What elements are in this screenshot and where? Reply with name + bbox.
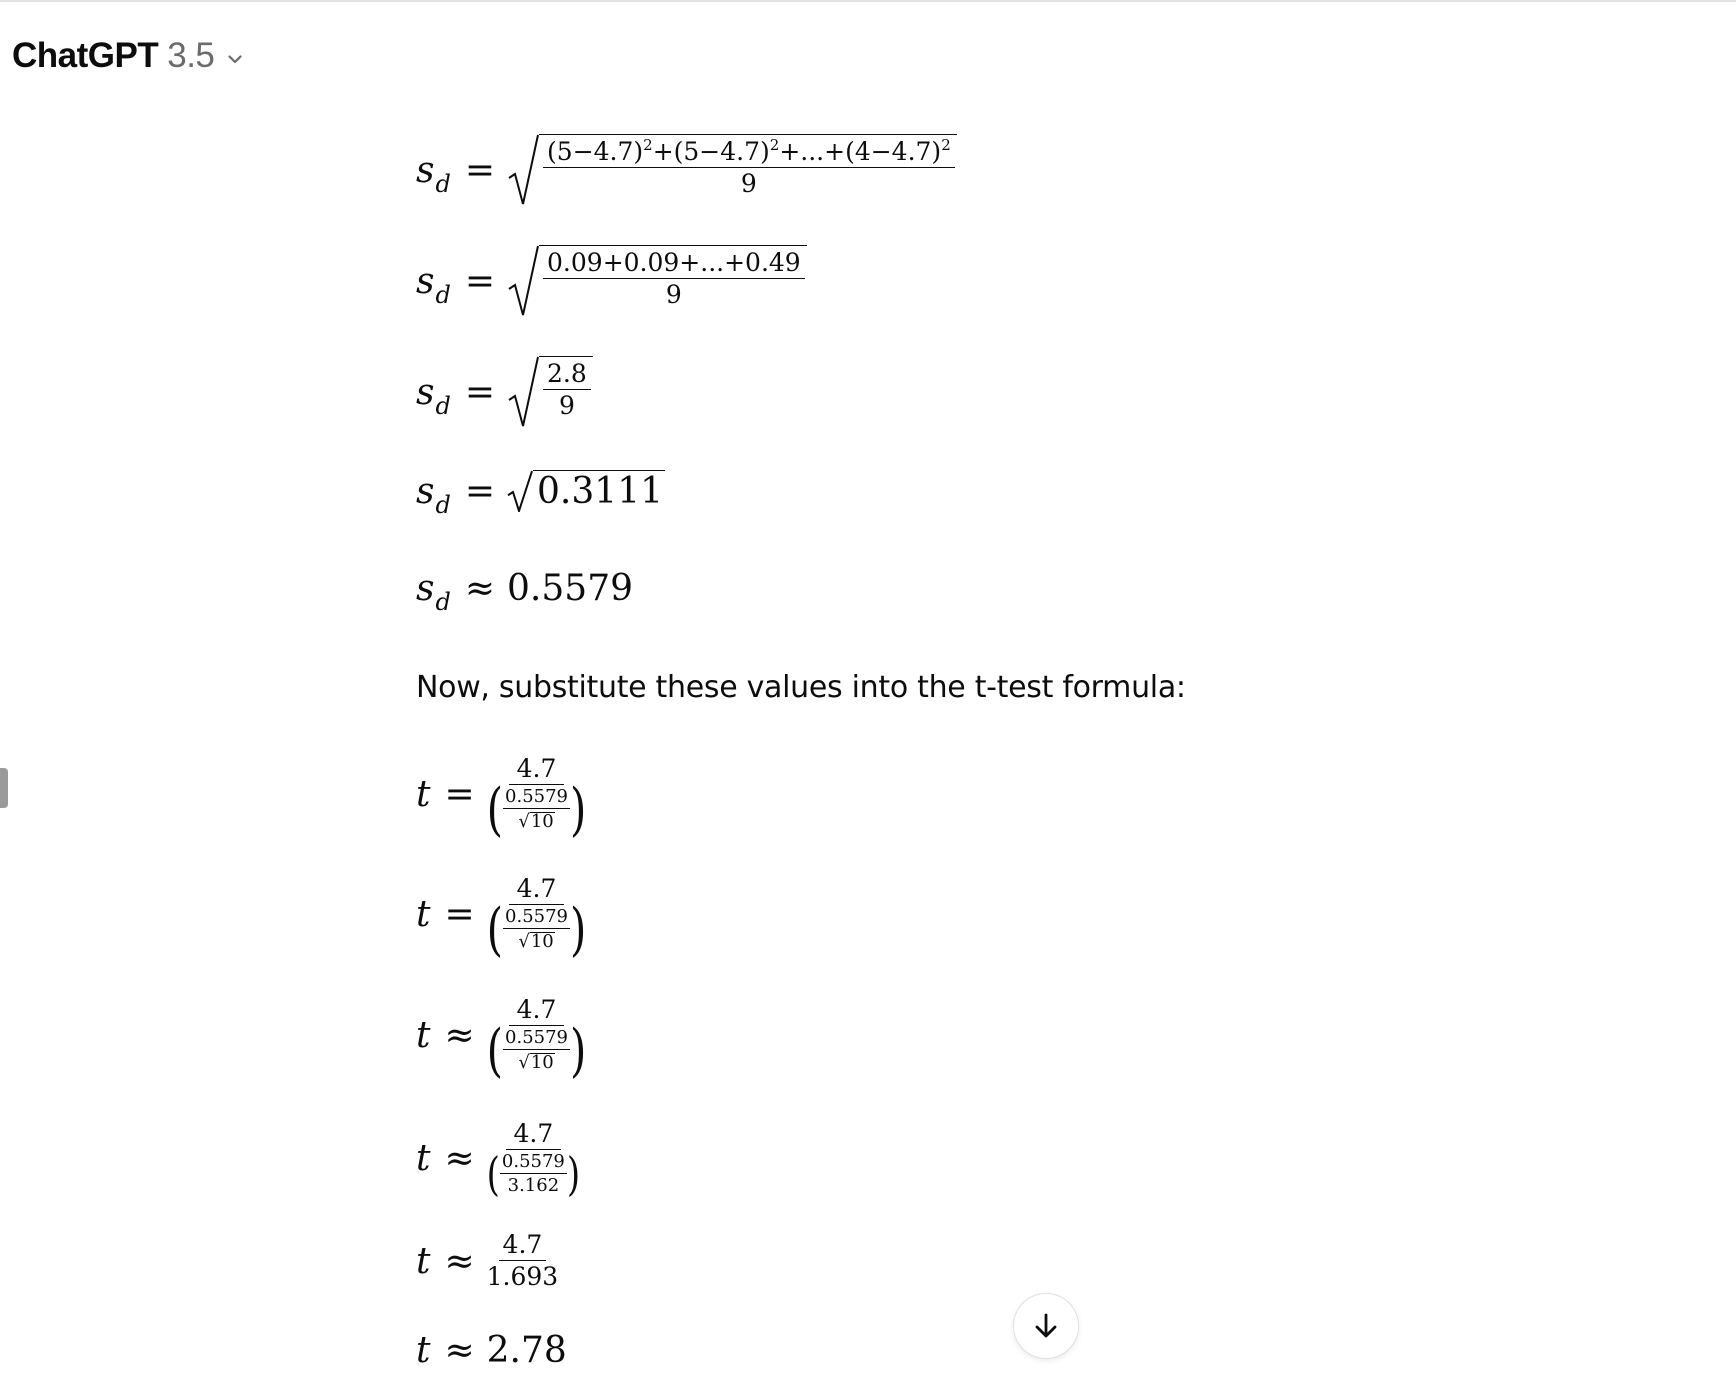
fraction: 4.7 ( 0.5579 √ 10 )	[486, 995, 587, 1084]
top-divider	[0, 0, 1736, 2]
sd-equation-1	[416, 134, 957, 206]
fraction	[543, 136, 955, 199]
t-value: 2.78	[486, 1330, 567, 1371]
inner-numerator: 0.5579	[505, 1027, 569, 1049]
fraction: 4.7 ( 0.5579 √ 10 )	[486, 874, 587, 963]
relation-sign: ≈	[444, 1014, 475, 1056]
radical-sign	[507, 134, 539, 206]
relation-sign: =	[464, 260, 496, 302]
fraction-numerator: 4.7	[509, 756, 565, 785]
fraction-denominator: 9	[740, 169, 757, 199]
t-symbol: t	[416, 893, 431, 935]
sd-symbol: $s_d$	[416, 260, 451, 309]
inner-denominator-sqrt: √ 10	[518, 1052, 554, 1074]
relation-sign: =	[464, 149, 496, 191]
inner-numerator: 0.5579	[505, 786, 569, 808]
sd-symbol: $s_d$	[416, 568, 451, 616]
sd-value: 0.5579	[507, 568, 633, 609]
fraction	[487, 1232, 559, 1291]
t-symbol: t	[416, 1240, 431, 1282]
t-equation-5	[416, 1232, 558, 1291]
sqrt-radicand: 0.3111	[533, 470, 665, 512]
sd-symbol: $s_d$	[416, 470, 451, 519]
model-name: ChatGPT	[12, 36, 159, 75]
sd-symbol: $s_d$	[416, 371, 451, 420]
relation-sign: ≈	[444, 1240, 475, 1282]
sd-equation-5	[416, 568, 633, 616]
arrow-down-icon	[1031, 1311, 1061, 1341]
fraction: 4.7 ( $\frac{0.5579}{3.162}$ )	[486, 1119, 581, 1202]
radical-sign	[507, 470, 533, 512]
inner-denominator-sqrt: √ 10	[518, 931, 554, 953]
radical-sign	[507, 245, 539, 317]
sd-equation-4	[416, 470, 665, 519]
sqrt	[507, 470, 665, 512]
sqrt	[507, 134, 957, 206]
fraction-denominator: 9	[665, 280, 682, 310]
inner-fraction	[503, 908, 570, 952]
inner-denominator-sqrt: √ 10	[518, 811, 554, 833]
fraction-numerator: 4.7	[509, 997, 565, 1026]
fraction-numerator: 4.7	[499, 1232, 547, 1261]
inner-fraction	[503, 788, 570, 832]
t-equation-1	[416, 754, 587, 843]
sd-symbol: $s_d$	[416, 149, 451, 198]
t-equation-4	[416, 1119, 581, 1202]
t-equation-3	[416, 995, 587, 1084]
relation-sign: =	[444, 773, 475, 815]
radical-sign	[507, 356, 539, 428]
inner-numerator: 0.5579	[501, 1151, 565, 1173]
assistant-prose-text: Now, substitute these values into the t-test formula:	[416, 670, 1186, 705]
t-symbol: t	[416, 773, 431, 815]
sqrt	[507, 245, 807, 317]
fraction	[543, 361, 591, 420]
t-equation-2	[416, 874, 587, 963]
t-equation-6	[416, 1330, 567, 1371]
t-symbol: t	[416, 1330, 431, 1371]
scroll-to-bottom-button[interactable]	[1013, 1293, 1079, 1359]
sqrt	[507, 356, 593, 428]
sidebar-resize-handle[interactable]	[0, 768, 8, 808]
fraction	[543, 250, 805, 309]
fraction-numerator: 4.7	[506, 1121, 562, 1150]
t-symbol: t	[416, 1138, 431, 1180]
inner-fraction	[503, 1029, 570, 1073]
model-version: 3.5	[167, 36, 215, 75]
relation-sign: =	[444, 893, 475, 935]
chevron-down-icon	[226, 50, 244, 68]
fraction-numerator: 2.8	[543, 361, 591, 390]
fraction-numerator: 4.7	[509, 876, 565, 905]
fraction-numerator: 0.09+0.09+...+0.49	[543, 250, 805, 279]
sd-equation-2	[416, 245, 807, 317]
relation-sign: ≈	[444, 1138, 475, 1180]
fraction-denominator: 1.693	[486, 1262, 559, 1292]
inner-denominator: 3.162	[507, 1175, 560, 1197]
relation-sign: ≈	[444, 1330, 475, 1371]
fraction-denominator: 9	[558, 391, 575, 421]
model-switcher[interactable]	[12, 36, 244, 76]
relation-sign: =	[464, 470, 496, 512]
inner-fraction	[500, 1153, 567, 1196]
fraction-numerator: $(5-4.7)^2+(5-4.7)^2+...+(4-4.7)^2$	[543, 139, 955, 168]
t-symbol: t	[416, 1014, 431, 1056]
relation-sign: =	[464, 371, 496, 413]
fraction: 4.7 ( 0.5579 √ 10 )	[486, 754, 587, 843]
sd-equation-3	[416, 356, 593, 428]
inner-numerator: 0.5579	[505, 906, 569, 928]
relation-sign: ≈	[464, 568, 496, 609]
